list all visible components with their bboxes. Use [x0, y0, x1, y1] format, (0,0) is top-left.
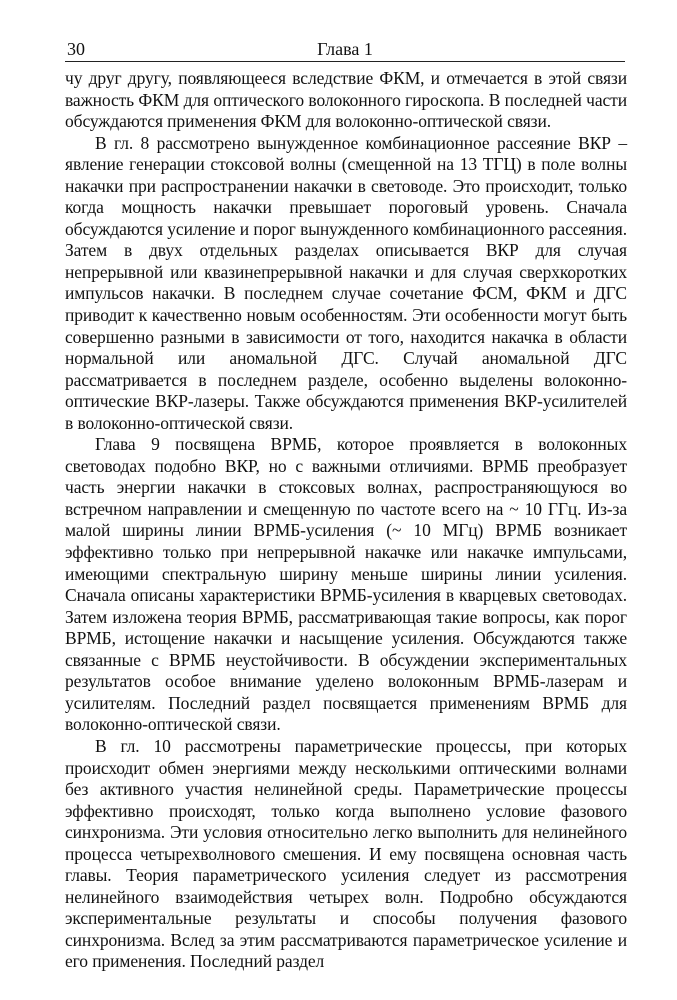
- paragraph-chapter-8: В гл. 8 рассмотрено вынужденное комбинационное рассеяние ВКР – явление генерации стоксовой волны (смещенной на 13 ТГЦ) в поле волны накачки при распространении накачки в световоде. Это происходит, только когда мощность накачки превышает пороговый уровень. Сначала обсуждаются усиление и порог вынужденного комбинационного рассеяния. Затем в двух отдельных разделах описывается ВКР для случая непрерывной или квазинепрерывной накачки и для случая сверхкоротких импульсов накачки. В последнем случае сочетание ФСМ, ФКМ и ДГС приводит к качественно новым особенностям. Эти особенности могут быть совершенно разными в зависимости от того, находится накачка в области нормальной или аномальной ДГС. Случай аномальной ДГС рассматривается в последнем разделе, особенно выделены волоконно-оптические ВКР-лазеры. Также обсуждаются применения ВКР-усилителей в волоконно-оптической связи.: [65, 132, 627, 433]
- page-header: [65, 37, 625, 62]
- paragraph-chapter-10: В гл. 10 рассмотрены параметрические процессы, при которых происходит обмен энергиями между несколькими оптическими волнами без активного участия нелинейной среды. Параметрические процессы эффективно происходят, только когда выполнено условие фазового синхронизма. Эти условия относительно легко выполнить для нелинейного процесса четырехволнового смешения. И ему посвящена основная часть главы. Теория параметрического усиления следует из рассмотрения нелинейного взаимодействия четырех волн. Подробно обсуждаются экспериментальные результаты и способы получения фазового синхронизма. Вслед за этим рассматриваются параметрическое усиление и его применения. Последний раздел: [65, 735, 627, 972]
- running-head: Глава 1: [317, 39, 373, 59]
- paragraph-continuation: чу друг другу, появляющееся вследствие ФКМ, и отмечается в этой связи важность ФКМ для оптического волоконного гироскопа. В последней части обсуждаются применения ФКМ для волоконно-оптической связи.: [65, 68, 627, 132]
- page-number: 30: [67, 39, 85, 59]
- paragraph-chapter-9: Глава 9 посвящена ВРМБ, которое проявляется в волоконных световодах подобно ВКР, но с важными отличиями. ВРМБ преобразует часть энергии накачки в стоксовых волнах, распространяющуюся во встречном направлении и смещенную по частоте всего на ~ 10 ГГц. Из-за малой ширины линии ВРМБ-усиления (~ 10 МГц) ВРМБ возникает эффективно только при непрерывной накачке или накачке импульсами, имеющими спектральную ширину меньше ширины линии усиления. Сначала описаны характеристики ВРМБ-усиления в кварцевых световодах. Затем изложена теория ВРМБ, рассматривающая такие вопросы, как порог ВРМБ, истощение накачки и насыщение усиления. Обсуждаются также связанные с ВРМБ неустойчивости. В обсуждении экспериментальных результатов особое внимание уделено волоконным ВРМБ-лазерам и усилителям. Последний раздел посвящается применениям ВРМБ для волоконно-оптической связи.: [65, 434, 627, 735]
- body-text: [65, 68, 627, 973]
